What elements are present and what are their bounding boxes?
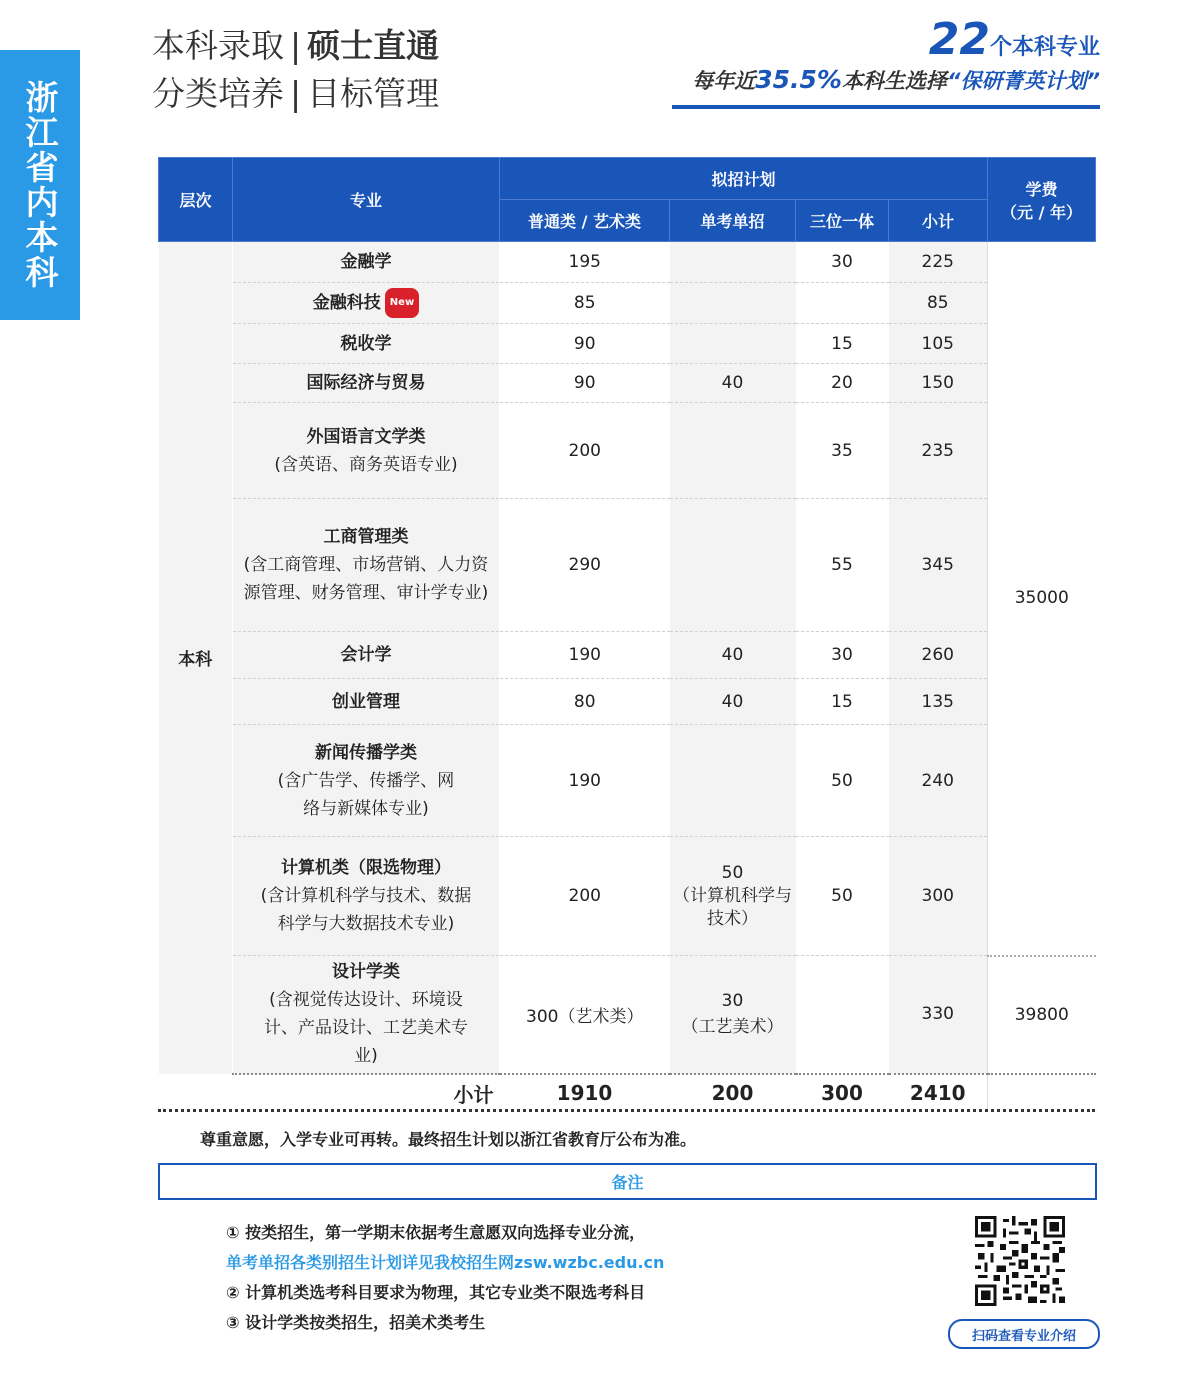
general-cell: 90: [500, 364, 670, 403]
general-cell: 85: [500, 283, 670, 324]
general-cell: 80: [500, 679, 670, 725]
header-three: 三位一体: [796, 200, 889, 242]
total-row: [159, 1074, 1096, 1112]
header-fee-title: 学费: [1025, 179, 1058, 199]
single-cell: [670, 725, 796, 837]
table-row: [159, 283, 1096, 324]
major-cell: [233, 499, 500, 632]
major-name: 新闻传播学类: [315, 742, 417, 763]
side-tab: [0, 50, 80, 320]
headline-text: 硕士直通: [307, 26, 440, 65]
header-fee-unit: （元 / 年）: [1001, 202, 1083, 222]
fee-cell: 39800: [988, 956, 1096, 1074]
three-cell: [796, 956, 889, 1074]
major-subtext: (含视觉传达设计、环境设计、产品设计、工艺美术专业): [264, 990, 468, 1067]
subtotal-cell: 150: [889, 364, 988, 403]
major-subtext: (含工商管理、市场营销、人力资源管理、财务管理、审计学专业): [243, 555, 489, 603]
major-cell: [233, 956, 500, 1074]
three-cell: 50: [796, 725, 889, 837]
header-major: 专业: [233, 158, 500, 242]
remarks-header: [158, 1163, 1097, 1200]
dotted-separator: [158, 1109, 1095, 1112]
single-subtext: （工艺美术）: [681, 1017, 784, 1038]
stat-underline: [672, 105, 1100, 109]
enrollment-plan-table: [158, 157, 1096, 1112]
single-cell: [670, 242, 796, 283]
header-fee: [988, 158, 1096, 242]
three-cell: 20: [796, 364, 889, 403]
three-cell: 15: [796, 679, 889, 725]
table-row: [159, 679, 1096, 725]
major-subtext: (含广告学、传播学、网络与新媒体专业): [277, 770, 455, 819]
three-cell: 15: [796, 324, 889, 364]
major-name: 设计学类: [332, 962, 400, 983]
note-item: ② 计算机类选考科目要求为物理，其它专业类不限选考科目: [226, 1283, 646, 1302]
table-row: [159, 403, 1096, 499]
table-row: [159, 956, 1096, 1074]
note-intro: 尊重意愿，入学专业可再转。最终招生计划以浙江省教育厅公布为准。: [200, 1130, 697, 1149]
subtotal-cell: 300: [889, 837, 988, 956]
table-row: [159, 324, 1096, 364]
major-name: 工商管理类: [323, 527, 409, 547]
total-single: 200: [670, 1074, 796, 1112]
fee-cell: 35000: [988, 242, 1096, 956]
total-label: 小计: [233, 1074, 500, 1112]
major-name: 计算机类（限选物理）: [281, 858, 451, 878]
single-cell: [670, 837, 796, 956]
headline-separator: |: [290, 74, 302, 113]
single-cell: 40: [670, 364, 796, 403]
major-subtext: (含计算机科学与技术、数据科学与大数据技术专业): [260, 886, 472, 934]
header-single: 单考单招: [670, 200, 796, 242]
subtotal-cell: 235: [889, 403, 988, 499]
major-cell: [233, 837, 500, 956]
major-cell: [233, 632, 500, 679]
major-cell: [233, 283, 500, 324]
subtotal-cell: 260: [889, 632, 988, 679]
three-cell: 30: [796, 632, 889, 679]
single-value: 50: [721, 862, 744, 883]
major-name: 税收学: [340, 333, 392, 354]
general-cell: 290: [500, 499, 670, 632]
subtotal-cell: 85: [889, 283, 988, 324]
note-item: ① 按类招生，第一学期末依据考生意愿双向选择专业分流，: [226, 1223, 646, 1242]
header-level: 层次: [159, 158, 233, 242]
stat-number-label: 个本科专业: [989, 35, 1100, 60]
subtotal-cell: 345: [889, 499, 988, 632]
total-fee-blank: [988, 1074, 1096, 1112]
major-cell: [233, 725, 500, 837]
headline-text: 本科录取: [152, 26, 284, 65]
table-row: [159, 725, 1096, 837]
header-plan: 拟招计划: [500, 158, 988, 200]
major-name: 会计学: [340, 645, 392, 665]
table-row: [159, 632, 1096, 679]
level-cell: 本科: [159, 242, 233, 1074]
headline-separator: |: [290, 26, 302, 65]
scan-qr-button[interactable]: [948, 1319, 1100, 1349]
scan-qr-label: 扫码查看专业介绍: [971, 1328, 1076, 1344]
major-cell: [233, 364, 500, 403]
three-cell: 30: [796, 242, 889, 283]
stat-quote: “保研菁英计划”: [946, 69, 1100, 93]
single-cell: [670, 283, 796, 324]
three-cell: 50: [796, 837, 889, 956]
total-blank: [159, 1074, 233, 1112]
single-cell: 40: [670, 632, 796, 679]
single-subtext: （计算机科学与技术）: [673, 885, 792, 929]
stat-number: 22: [928, 14, 990, 65]
header-subtotal: 小计: [889, 200, 988, 242]
stat-percent: 35.5%: [755, 65, 842, 94]
total-general: 1910: [500, 1074, 670, 1112]
note-link[interactable]: 单考单招各类别招生计划详见我校招生网zsw.wzbc.edu.cn: [226, 1253, 665, 1272]
remarks-title: 备注: [611, 1173, 644, 1192]
subtotal-cell: 240: [889, 725, 988, 837]
headline-line-1: [152, 22, 439, 70]
subtotal-cell: 330: [889, 956, 988, 1074]
table-row: [159, 837, 1096, 956]
single-cell: [670, 956, 796, 1074]
single-cell: 40: [670, 679, 796, 725]
major-name: 金融学: [340, 252, 392, 272]
header-general: 普通类 / 艺术类: [500, 200, 670, 242]
stat-prefix: 每年近: [692, 69, 756, 93]
three-cell: 35: [796, 403, 889, 499]
subtotal-cell: 225: [889, 242, 988, 283]
major-cell: [233, 242, 500, 283]
table-row: [159, 364, 1096, 403]
single-value: 30: [721, 991, 744, 1012]
major-cell: [233, 679, 500, 725]
general-cell: 200: [500, 837, 670, 956]
stat-block: [672, 14, 1100, 109]
new-badge: New: [385, 288, 419, 318]
subtotal-cell: 105: [889, 324, 988, 364]
general-cell: 90: [500, 324, 670, 364]
stat-line-1: [672, 14, 1100, 65]
note-item: ③ 设计学类按类招生，招美术类考生: [226, 1313, 486, 1332]
major-name: 金融科技: [312, 293, 381, 313]
general-cell: 195: [500, 242, 670, 283]
major-name: 创业管理: [332, 691, 400, 712]
subtotal-cell: 135: [889, 679, 988, 725]
headline-text: 目标管理: [307, 74, 440, 113]
general-cell: 190: [500, 725, 670, 837]
table-row: [159, 242, 1096, 283]
side-tab-label: 浙江省内本科: [20, 80, 60, 290]
total-subtotal: 2410: [889, 1074, 988, 1112]
qr-code-icon[interactable]: [975, 1216, 1065, 1306]
three-cell: 55: [796, 499, 889, 632]
stat-line-2: [672, 65, 1100, 95]
total-three: 300: [796, 1074, 889, 1112]
headline-line-2: [152, 70, 439, 118]
single-cell: [670, 324, 796, 364]
major-subtext: (含英语、商务英语专业): [274, 454, 458, 475]
stat-mid: 本科生选择: [841, 69, 947, 93]
major-cell: [233, 324, 500, 364]
major-cell: [233, 403, 500, 499]
single-cell: [670, 403, 796, 499]
headline: [152, 22, 439, 118]
major-name: 外国语言文学类: [306, 426, 426, 447]
general-cell: 200: [500, 403, 670, 499]
notes-list: [226, 1218, 664, 1338]
general-cell: 190: [500, 632, 670, 679]
major-name: 国际经济与贸易: [306, 373, 426, 393]
general-cell: 300（艺术类）: [500, 956, 670, 1074]
table-row: [159, 499, 1096, 632]
three-cell: [796, 283, 889, 324]
single-cell: [670, 499, 796, 632]
headline-text: 分类培养: [152, 74, 284, 113]
